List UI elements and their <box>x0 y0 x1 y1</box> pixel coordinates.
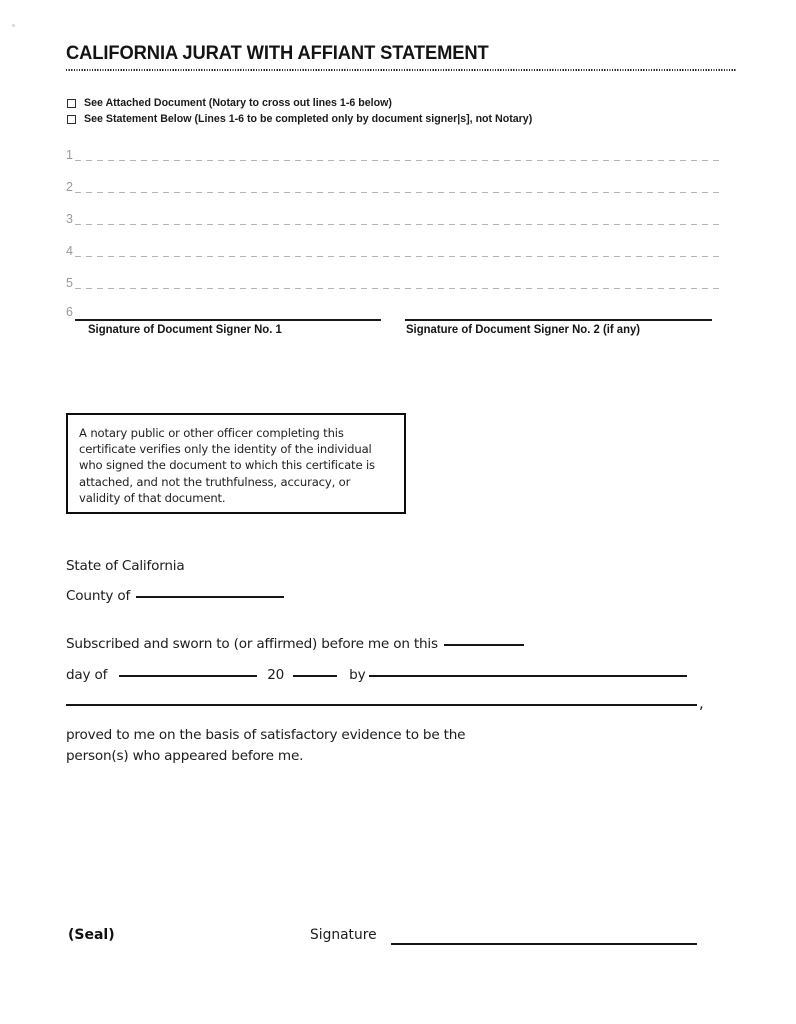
sworn-statement-line <box>66 636 524 652</box>
statement-line-rule-4 <box>75 256 722 257</box>
notary-disclaimer-box <box>66 413 406 514</box>
name-continuation-input-blank[interactable] <box>66 704 697 706</box>
statement-line-1[interactable] <box>66 148 722 166</box>
signature-caption-signer-2: Signature of Document Signer No. 2 (if any) <box>406 322 641 336</box>
statement-line-number-1: 1 <box>66 148 73 162</box>
sworn-day-input-blank[interactable] <box>444 644 524 646</box>
by-label: by <box>349 667 366 683</box>
checkbox-icon-see-statement-below[interactable] <box>67 115 76 124</box>
county-input-blank[interactable] <box>136 596 284 598</box>
proved-statement-line-1: proved to me on the basis of satisfactory evidence to be the <box>66 727 466 743</box>
statement-line-5[interactable] <box>66 276 722 294</box>
notary-signature-input-blank[interactable] <box>391 943 697 945</box>
page-title: CALIFORNIA JURAT WITH AFFIANT STATEMENT <box>66 42 489 64</box>
statement-line-rule-1 <box>75 160 722 161</box>
statement-line-number-4: 4 <box>66 244 73 258</box>
statement-line-rule-2 <box>75 192 722 193</box>
statement-line-2[interactable] <box>66 180 722 198</box>
county-line <box>66 588 284 604</box>
statement-line-rule-3 <box>75 224 722 225</box>
notary-disclaimer-text: A notary public or other officer completing this certificate verifies only the identity of the individual who signed the document to which this certificate is attached, and not the truthfulness, accuracy, or validity of that document. <box>79 426 375 505</box>
seal-label: (Seal) <box>68 927 115 943</box>
statement-line-4[interactable] <box>66 244 722 262</box>
county-label: County of <box>66 588 131 604</box>
day-of-line <box>66 667 687 683</box>
margin-speck <box>12 24 15 27</box>
option-label-see-statement-below: See Statement Below (Lines 1-6 to be completed only by document signer|s], not Notary) <box>84 113 533 125</box>
signature-caption-signer-1: Signature of Document Signer No. 1 <box>88 322 282 336</box>
day-of-label: day of <box>66 667 108 683</box>
signature-rule-signer-2[interactable] <box>405 319 712 321</box>
proved-statement-line-2: person(s) who appeared before me. <box>66 748 304 764</box>
statement-line-3[interactable] <box>66 212 722 230</box>
title-divider <box>66 69 736 71</box>
statement-line-rule-5 <box>75 288 722 289</box>
name-continuation-comma: , <box>699 694 704 712</box>
day-input-blank[interactable] <box>119 675 257 677</box>
signature-rule-signer-1[interactable] <box>75 319 381 321</box>
option-label-see-attached-document: See Attached Document (Notary to cross out lines 1-6 below) <box>84 97 392 109</box>
by-name-input-blank[interactable] <box>369 675 687 677</box>
sworn-statement-text: Subscribed and sworn to (or affirmed) before me on this <box>66 636 438 652</box>
notary-signature-label: Signature <box>310 927 377 943</box>
checkbox-icon-see-attached-document[interactable] <box>67 99 76 108</box>
statement-line-number-3: 3 <box>66 212 73 226</box>
statement-line-number-5: 5 <box>66 276 73 290</box>
year-prefix: 20 <box>267 667 285 683</box>
statement-line-number-6: 6 <box>66 305 73 319</box>
statement-line-number-2: 2 <box>66 180 73 194</box>
option-see-attached-document[interactable] <box>67 97 408 109</box>
statement-line-6[interactable] <box>66 305 722 323</box>
year-input-blank[interactable] <box>293 675 337 677</box>
option-see-statement-below[interactable] <box>67 113 556 125</box>
state-line: State of California <box>66 558 185 574</box>
